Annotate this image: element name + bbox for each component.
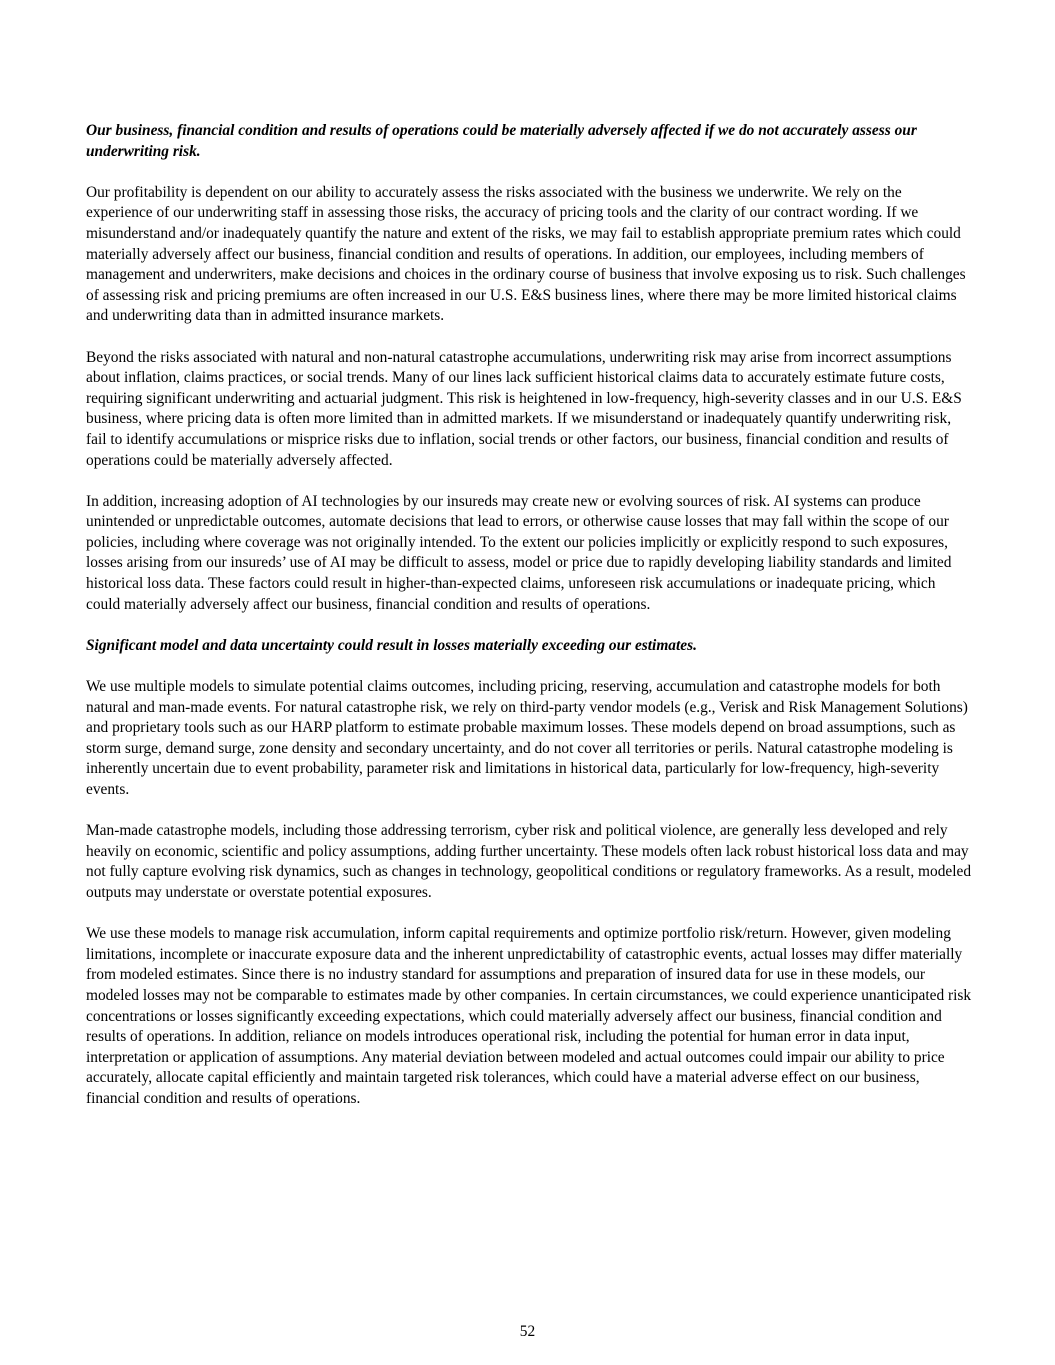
spacer xyxy=(86,904,972,925)
section-heading-underwriting-risk: Our business, financial condition and results of operations could be materially adversely affected if we do not accurately assess our underwriting risk. xyxy=(86,122,917,160)
page-number: 52 xyxy=(519,1323,536,1340)
spacer xyxy=(86,801,972,822)
paragraph-profitability: Our profitability is dependent on our ability to accurately assess the risks associated with the business we underwrite. We rely on the experience of our underwriting staff in assessing those risks, the accuracy of pricing tools and the clarity of our contract wording. If we misunderstand and/or inadequately quantify the nature and extent of the risks, we may fail to establish appropriate premium rates which could materially adversely affect our business, financial condition and results of operations. In addition, our employees, including members of management and underwriters, make decisions and choices in the ordinary course of business that involve exposing us to risk. Such challenges of assessing risk and pricing premiums are often increased in our U.S. E&S business lines, where there may be more limited historical claims and underwriting data than in admitted insurance markets. xyxy=(86,183,966,325)
paragraph-ai-technologies: In addition, increasing adoption of AI technologies by our insureds may create new or evolving sources of risk. AI systems can produce unintended or unpredictable outcomes, automate decisions that lead to errors, or otherwise cause losses that may fall within the scope of our policies, including where coverage was not originally intended. To the extent our policies implicitly or explicitly respond to such exposures, losses arising from our insureds’ use of AI may be difficult to assess, model or price due to rapidly developing liability standards and limited historical loss data. These factors could result in higher-than-expected claims, unforeseen risk accumulations or inadequate pricing, which could materially adversely affect our business, financial condition and results of operations. xyxy=(86,492,952,613)
paragraph-model-usage: We use these models to manage risk accumulation, inform capital requirements and optimize portfolio risk/return. However, given modeling limitations, incomplete or inaccurate exposure data and the inherent unpredictability of catastrophic events, actual losses may differ materially from modeled estimates. Since there is no industry standard for assumptions and preparation of insured data for use in these models, our modeled losses may not be comparable to estimates made by other companies. In certain circumstances, we could experience unanticipated risk concentrations or losses significantly exceeding expectations, which could materially adversely affect our business, financial condition and results of operations. In addition, reliance on models introduces operational risk, including the potential for human error in data input, interpretation or application of assumptions. Any material deviation between modeled and actual outcomes could impair our ability to price accurately, allocate capital efficiently and maintain targeted risk tolerances, which could have a material adverse effect on our business, financial condition and results of operations. xyxy=(86,925,972,1107)
paragraph-beyond-catastrophe: Beyond the risks associated with natural and non-natural catastrophe accumulations, underwriting risk may arise from incorrect assumptions about inflation, claims practices, or social trends. Many of our lines lack sufficient historical claims data to accurately estimate future costs, requiring significant underwriting and actuarial judgment. This risk is heightened in low-frequency, high-severity classes and in our U.S. E&S business, where pricing data is often more limited than in admitted markets. If we misunderstand or inadequately quantify underwriting risk, fail to identify accumulations or misprice risks due to inflation, social trends or other factors, our business, financial condition and results of operations could be materially adversely affected. xyxy=(86,348,962,469)
section-heading-model-uncertainty: Significant model and data uncertainty could result in losses materially exceeding our estimates. xyxy=(86,636,697,654)
document-page xyxy=(86,121,972,1110)
spacer xyxy=(86,656,972,677)
spacer xyxy=(86,327,972,348)
paragraph-man-made-models: Man-made catastrophe models, including those addressing terrorism, cyber risk and political violence, are generally less developed and rely heavily on economic, scientific and policy assumptions, adding further uncertainty. These models often lack robust historical loss data and may not fully capture evolving risk dynamics, such as changes in technology, geopolitical conditions or regulatory frameworks. As a result, modeled outputs may understate or overstate potential exposures. xyxy=(86,822,972,901)
spacer xyxy=(86,471,972,492)
paragraph-multiple-models: We use multiple models to simulate potential claims outcomes, including pricing, reserving, accumulation and catastrophe models for both natural and man-made events. For natural catastrophe risk, we rely on third-party vendor models (e.g., Verisk and Risk Management Solutions) and proprietary tools such as our HARP platform to estimate probable maximum losses. These models depend on broad assumptions, such as storm surge, demand surge, zone density and secondary uncertainty, and do not cover all territories or perils. Natural catastrophe modeling is inherently uncertain due to event probability, parameter risk and limitations in historical data, particularly for low-frequency, high-severity events. xyxy=(86,678,968,798)
spacer xyxy=(86,162,972,183)
spacer xyxy=(86,615,972,636)
